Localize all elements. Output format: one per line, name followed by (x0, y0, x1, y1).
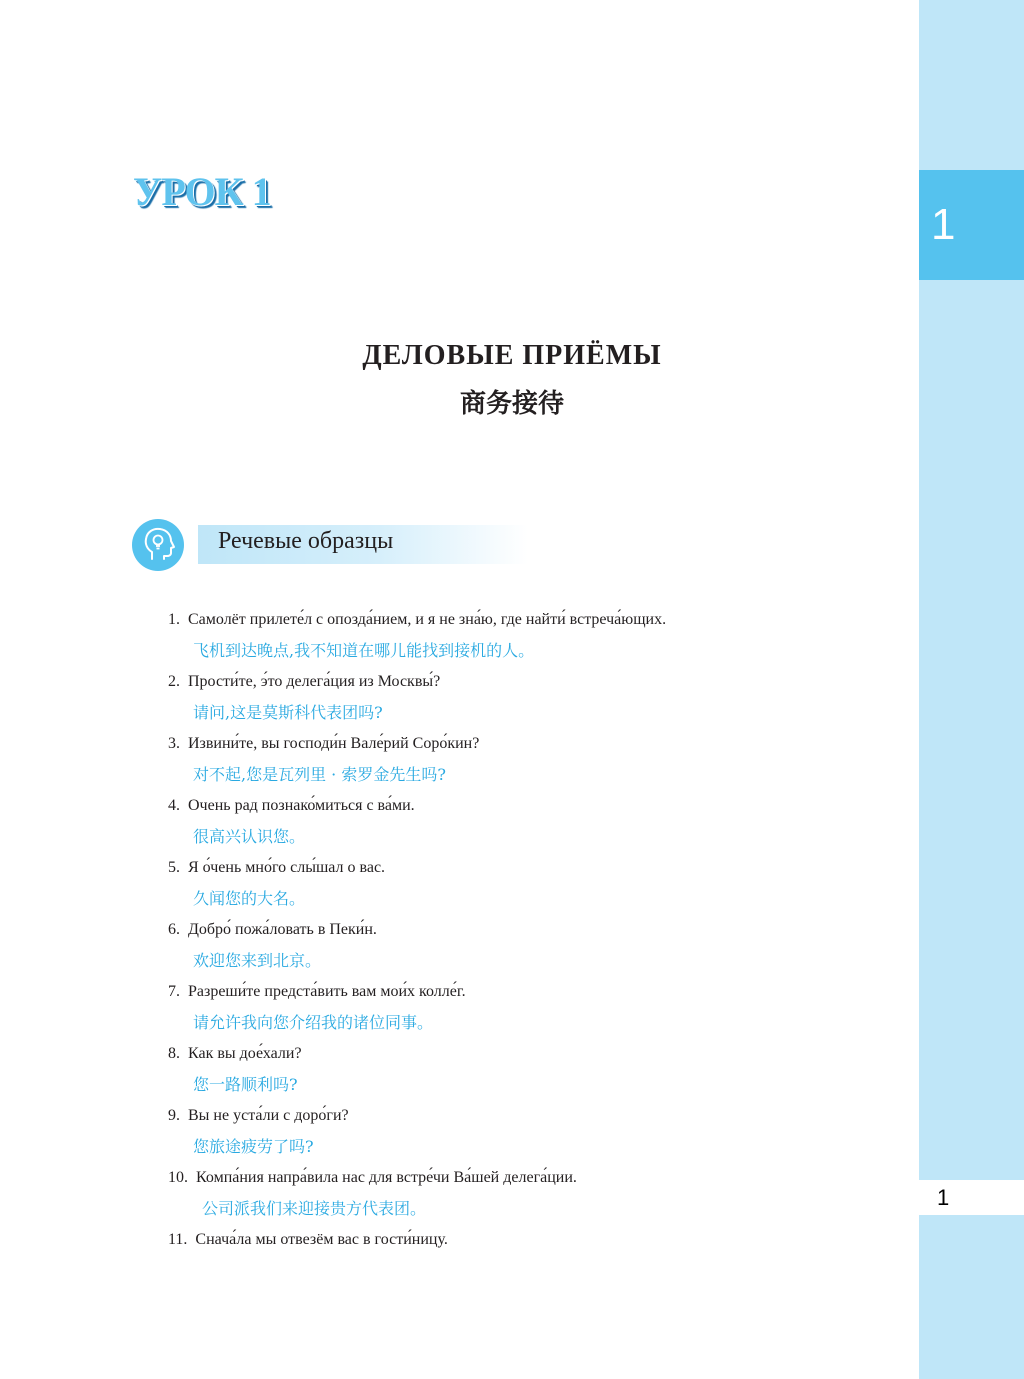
phrase-number: 10. (168, 1169, 188, 1186)
phrase-ru (168, 732, 479, 756)
phrase-zh: 飞机到达晚点,我不知道在哪儿能找到接机的人。 (193, 641, 535, 660)
phrase-number: 7. (168, 983, 180, 1000)
list-item (168, 794, 888, 856)
phrase-ru-text: Компа́ния напра́вила нас для встре́чи Ва́шей делега́ции. (196, 1169, 577, 1186)
phrase-number: 3. (168, 735, 180, 752)
phrase-ru (168, 670, 440, 694)
list-item (168, 1228, 888, 1290)
phrase-ru (168, 1042, 302, 1066)
phrase-number: 8. (168, 1045, 180, 1062)
section-header-label: Речевые образцы (218, 528, 394, 554)
phrase-zh: 对不起,您是瓦列里 · 索罗金先生吗? (193, 765, 446, 784)
phrase-number: 6. (168, 921, 180, 938)
phrase-zh: 公司派我们来迎接贵方代表团。 (202, 1199, 427, 1218)
phrase-ru (168, 608, 666, 632)
page-number-text: 1 (937, 1185, 950, 1210)
phrase-zh: 很高兴认识您。 (193, 827, 306, 846)
phrase-zh: 欢迎您来到北京。 (193, 951, 322, 970)
phrase-number: 4. (168, 797, 180, 814)
phrase-ru-text: Извини́те, вы господи́н Вале́рий Соро́кин? (188, 735, 480, 752)
topic-title-ru: ДЕЛОВЫЕ ПРИЁМЫ (362, 340, 662, 371)
phrase-number: 2. (168, 673, 180, 690)
page-number (919, 1180, 1024, 1215)
phrase-number: 5. (168, 859, 180, 876)
phrase-ru-text: Снача́ла мы отвезём вас в гости́ницу. (195, 1231, 448, 1248)
list-item (168, 856, 888, 918)
phrase-ru-text: Я о́чень мно́го слы́шал о вас. (188, 859, 386, 876)
phrase-zh: 您旅途疲劳了吗? (193, 1137, 314, 1156)
head-lightbulb-icon (132, 519, 184, 571)
phrase-ru-text: Самолёт прилете́л с опозда́нием, и я не зна́ю, где найти́ встреча́ющих. (188, 611, 667, 628)
phrase-ru-text: Прости́те, э́то делега́ция из Москвы́? (188, 673, 441, 690)
phrase-number: 11. (168, 1231, 188, 1248)
list-item (168, 1104, 888, 1166)
phrase-ru-text: Вы не уста́ли с доро́ги? (188, 1107, 349, 1124)
phrase-ru (168, 1104, 349, 1128)
list-item (168, 918, 888, 980)
phrase-ru (168, 856, 385, 880)
chapter-tab-number: 1 (931, 200, 956, 249)
phrase-list (168, 608, 888, 1290)
phrase-ru-text: Очень рад познако́миться с ва́ми. (188, 797, 415, 814)
phrase-ru (168, 794, 415, 818)
phrase-zh: 您一路顺利吗? (193, 1075, 298, 1094)
phrase-ru (168, 918, 377, 942)
list-item (168, 980, 888, 1042)
list-item (168, 732, 888, 794)
phrase-zh: 请问,这是莫斯科代表团吗? (193, 703, 383, 722)
chapter-tab (919, 170, 1024, 280)
phrase-zh: 请允许我向您介绍我的诸位同事。 (193, 1013, 434, 1032)
phrase-number: 1. (168, 611, 180, 628)
lesson-title: УРОК 1 (133, 169, 271, 214)
list-item (168, 1042, 888, 1104)
list-item (168, 608, 888, 670)
phrase-ru (168, 1228, 448, 1252)
phrase-ru-text: Как вы дое́хали? (188, 1045, 302, 1062)
list-item (168, 670, 888, 732)
phrase-ru-text: Разреши́те предста́вить вам мои́х колле́г. (188, 983, 466, 1000)
phrase-number: 9. (168, 1107, 180, 1124)
phrase-ru (168, 1166, 577, 1190)
topic-title-zh: 商务接待 (459, 389, 564, 419)
list-item (168, 1166, 888, 1228)
phrase-zh: 久闻您的大名。 (193, 889, 306, 908)
phrase-ru (168, 980, 466, 1004)
phrase-ru-text: Добро́ пожа́ловать в Пеки́н. (188, 921, 377, 938)
